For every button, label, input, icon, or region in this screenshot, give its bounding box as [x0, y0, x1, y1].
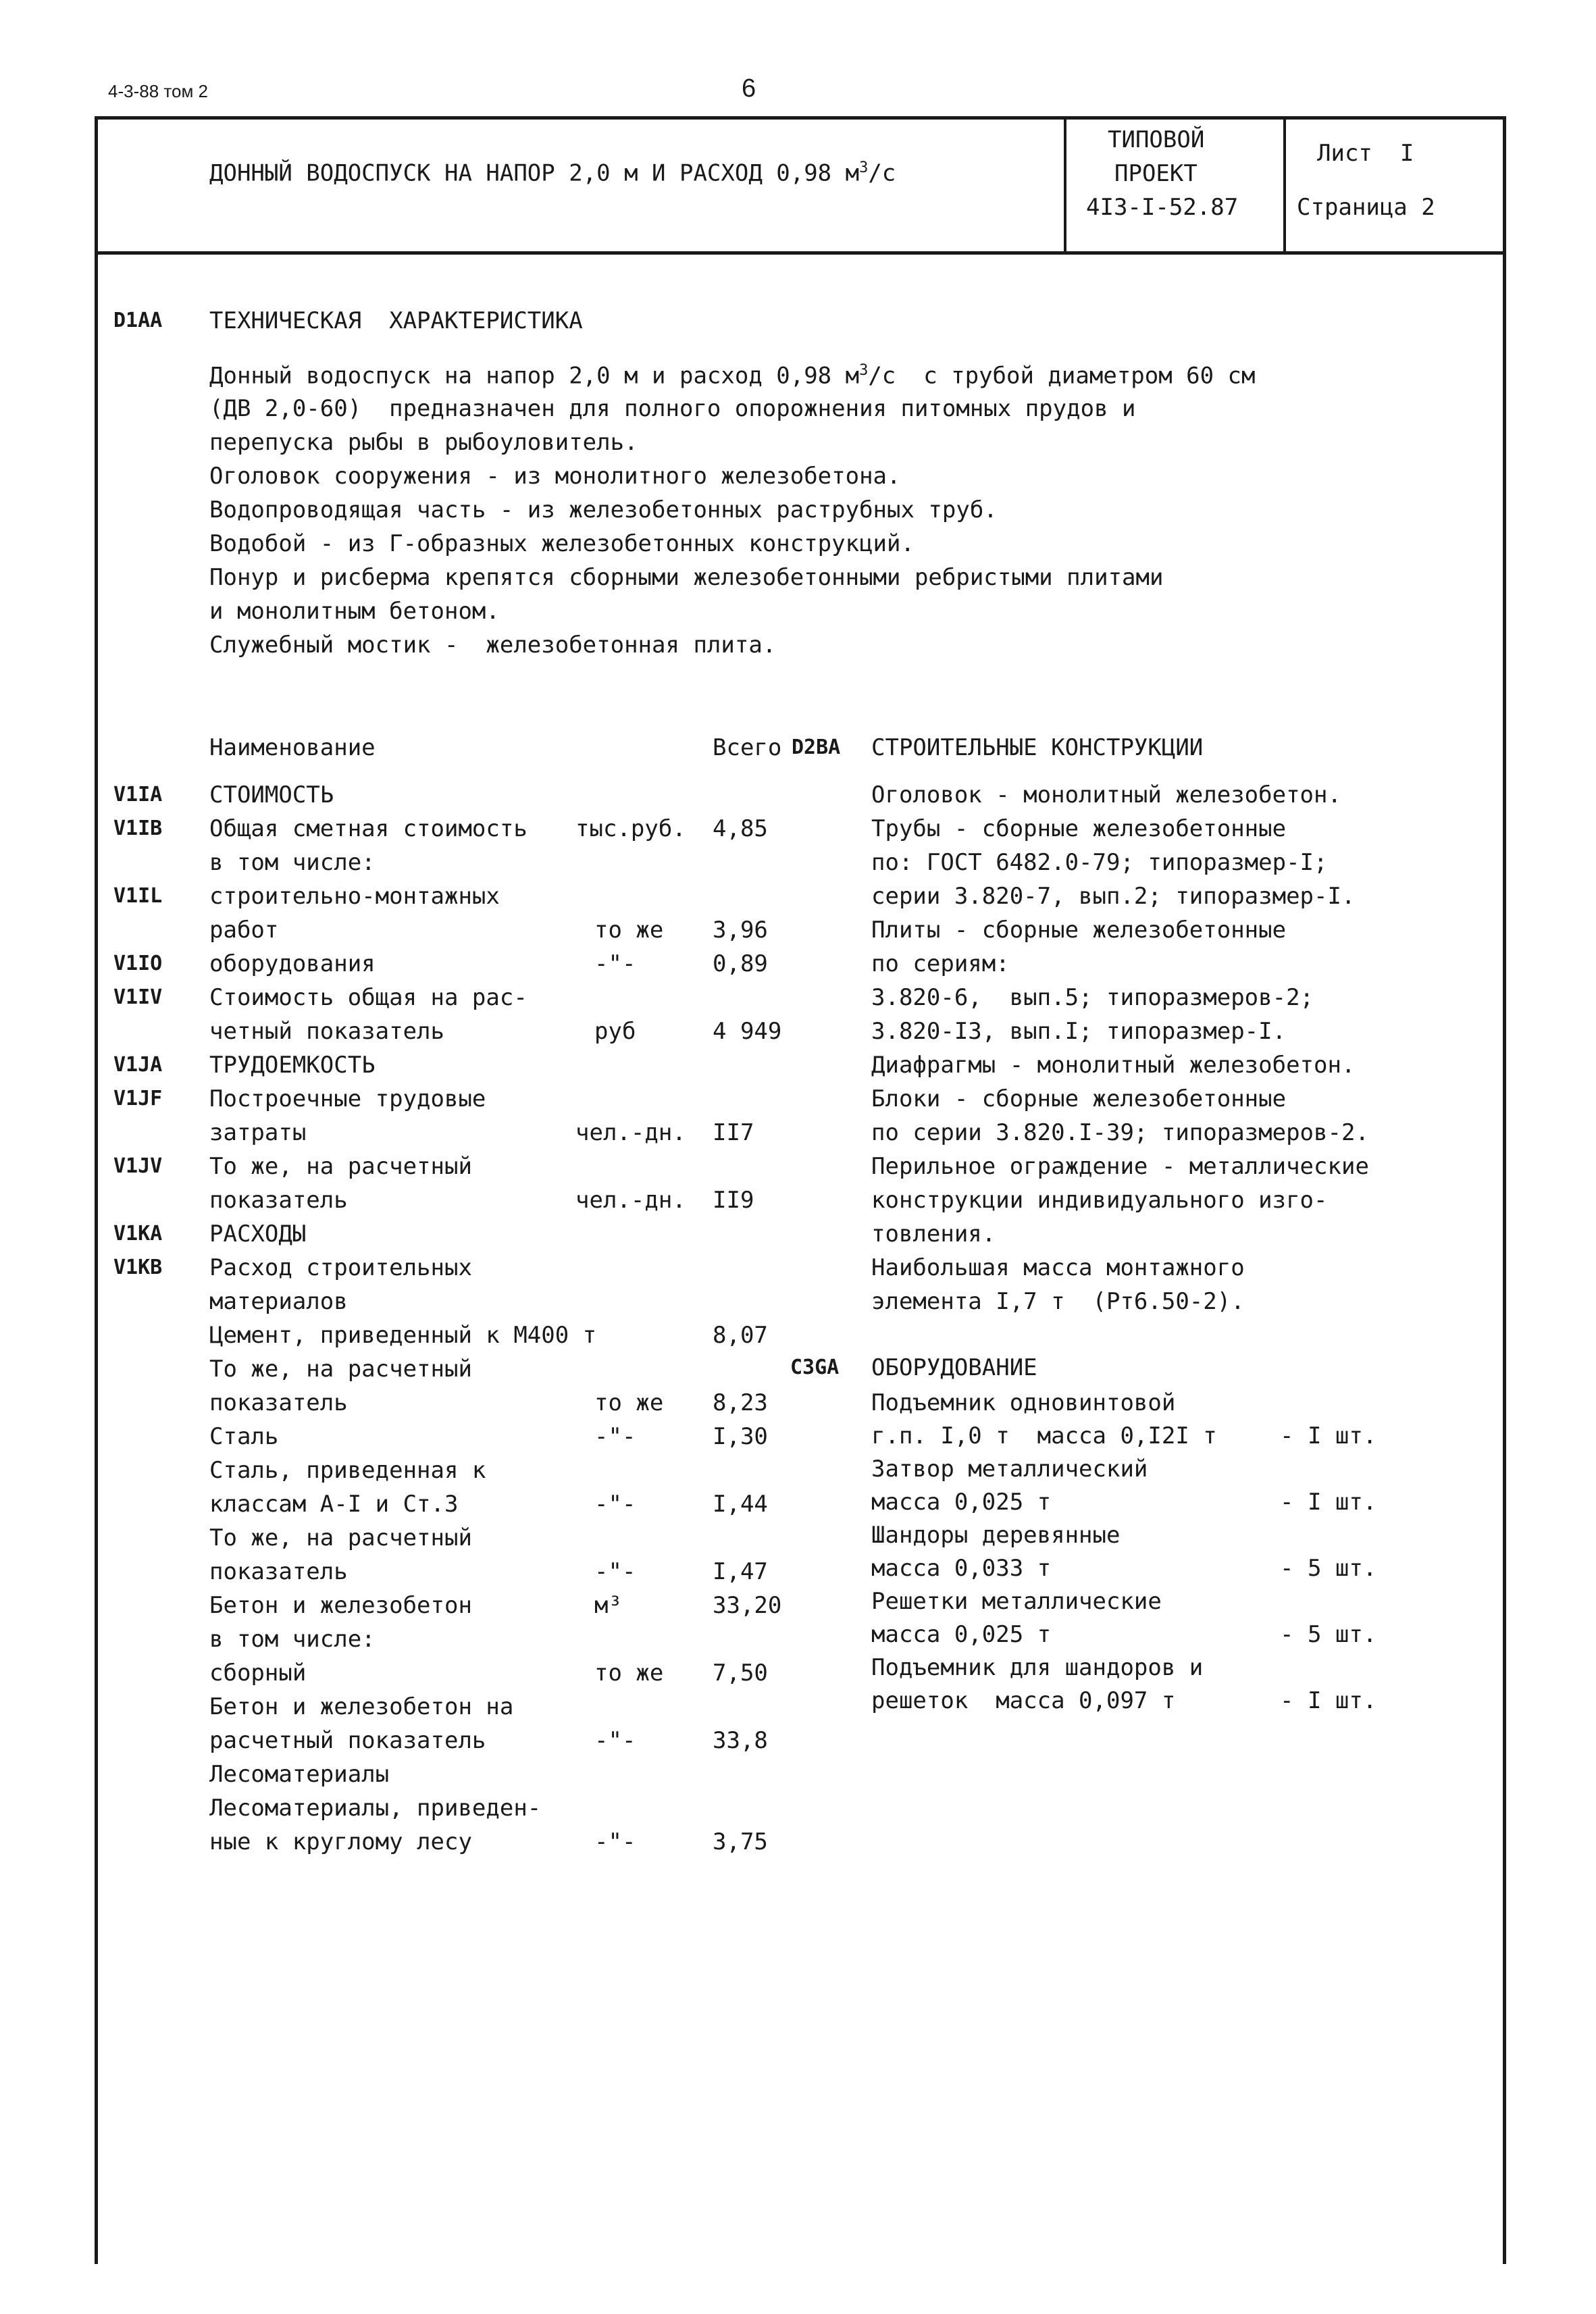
row-value: II7 — [713, 1119, 754, 1146]
equipment-quantity: - I шт. — [1280, 1422, 1377, 1449]
tech-line: Оголовок сооружения - из монолитного железобетона. — [209, 463, 901, 490]
row-value: 8,23 — [713, 1389, 768, 1416]
sheet-label: Лист I — [1317, 140, 1414, 167]
row-name: затраты — [209, 1119, 307, 1146]
page-label: Страница 2 — [1297, 194, 1435, 221]
row-code: V1JA — [113, 1053, 163, 1077]
tech-line: Водопроводящая часть - из железобетонных раструбных труб. — [209, 496, 998, 523]
row-unit: тыс.руб. — [575, 815, 686, 842]
row-name: в том числе: — [209, 1626, 376, 1653]
construction-line: Перильное ограждение - металлические — [871, 1153, 1369, 1180]
project-type-line-1: ТИПОВОЙ — [1108, 126, 1205, 153]
row-unit: то же — [594, 1660, 664, 1687]
row-unit: м³ — [594, 1592, 622, 1619]
row-unit: -"- — [594, 1558, 636, 1585]
equipment-text: масса 0,025 т — [871, 1489, 1052, 1516]
equipment-quantity: - 5 шт. — [1280, 1621, 1377, 1648]
row-name: Бетон и железобетон — [209, 1592, 472, 1619]
row-name: в том числе: — [209, 849, 376, 876]
row-unit: руб — [594, 1018, 636, 1045]
equipment-text: Подъемник для шандоров и — [871, 1654, 1204, 1681]
row-name: оборудования — [209, 950, 376, 977]
row-name: показатель — [209, 1558, 348, 1585]
project-type-line-2: ПРОЕКТ — [1114, 160, 1198, 187]
equipment-text: Решетки металлические — [871, 1588, 1162, 1615]
row-name: Расход строительных — [209, 1254, 472, 1281]
equipment-section-heading: ОБОРУДОВАНИЕ — [871, 1354, 1037, 1381]
row-name: То же, на расчетный — [209, 1356, 472, 1383]
construction-line: Блоки - сборные железобетонные — [871, 1085, 1287, 1112]
construction-line: конструкции индивидуального изго- — [871, 1187, 1328, 1214]
row-name: Бетон и железобетон на — [209, 1693, 514, 1720]
row-name: Построечные трудовые — [209, 1085, 486, 1112]
row-name: ные к круглому лесу — [209, 1828, 472, 1855]
row-value: 0,89 — [713, 950, 768, 977]
row-unit: чел.-дн. — [575, 1187, 686, 1214]
title-block-bottom-border — [95, 251, 1506, 255]
row-unit: -"- — [594, 1491, 636, 1518]
row-unit: -"- — [594, 1828, 636, 1855]
construction-line: серии 3.820-7, вып.2; типоразмер-I. — [871, 883, 1356, 910]
row-name: работ — [209, 917, 279, 944]
frame-left-border — [95, 116, 98, 2264]
row-name: показатель — [209, 1187, 348, 1214]
row-code: V1IV — [113, 985, 163, 1009]
construction-line: Наибольшая масса монтажного — [871, 1254, 1245, 1281]
title-block-divider-2 — [1283, 116, 1286, 253]
construction-line: Оголовок - монолитный железобетон. — [871, 781, 1341, 808]
row-name: четный показатель — [209, 1018, 444, 1045]
row-unit: -"- — [594, 950, 636, 977]
row-name: Стоимость общая на рас- — [209, 984, 527, 1011]
row-name: Сталь — [209, 1423, 279, 1450]
tech-line: Водобой - из Г-образных железобетонных конструкций. — [209, 530, 915, 557]
tech-line: и монолитным бетоном. — [209, 598, 500, 625]
row-code: V1KB — [113, 1256, 163, 1279]
row-name: материалов — [209, 1288, 348, 1315]
row-name: СТОИМОСТЬ — [209, 781, 334, 808]
row-value: 33,8 — [713, 1727, 768, 1754]
equipment-text: масса 0,033 т — [871, 1555, 1052, 1582]
tech-line-1: Донный водоспуск на напор 2,0 м и расход 0,98 $м^3/с$ с трубой диаметром 60 см — [209, 362, 1256, 390]
row-value: I,47 — [713, 1558, 768, 1585]
document-title: ДОННЫЙ ВОДОСПУСК НА НАПОР 2,0 м И РАСХОД 0,98 $м^3/с$ — [209, 159, 896, 187]
row-code: V1IA — [113, 783, 163, 806]
row-name: Цемент, приведенный к М400 т — [209, 1322, 597, 1349]
frame-top-border — [95, 116, 1506, 120]
row-name: Лесоматериалы, приведен- — [209, 1795, 542, 1822]
row-name: расчетный показатель — [209, 1727, 486, 1754]
equipment-text: г.п. I,0 т масса 0,I2I т — [871, 1422, 1217, 1449]
row-name: РАСХОДЫ — [209, 1220, 307, 1248]
row-name: классам А-I и Ст.3 — [209, 1491, 459, 1518]
tech-line: (ДВ 2,0-60) предназначен для полного опорожнения питомных прудов и — [209, 395, 1136, 422]
row-name: Сталь, приведенная к — [209, 1457, 486, 1484]
tech-section-code: D1AA — [113, 309, 163, 332]
page-number: 6 — [742, 74, 756, 103]
row-code: V1IB — [113, 817, 163, 840]
title-block-divider-1 — [1064, 116, 1066, 253]
construction-line: элемента I,7 т (Рт6.50-2). — [871, 1288, 1245, 1315]
row-name: строительно-монтажных — [209, 883, 500, 910]
total-column-header: Всего — [713, 734, 782, 761]
row-code: V1IL — [113, 884, 163, 908]
row-value: 4,85 — [713, 815, 768, 842]
row-value: 3,75 — [713, 1828, 768, 1855]
row-value: 4 949 — [713, 1018, 782, 1045]
equipment-quantity: - I шт. — [1280, 1489, 1377, 1516]
construction-line: товления. — [871, 1220, 996, 1248]
row-name: сборный — [209, 1660, 307, 1687]
row-name: То же, на расчетный — [209, 1153, 472, 1180]
row-unit: то же — [594, 917, 664, 944]
name-column-header: Наименование — [209, 734, 376, 761]
row-value: I,30 — [713, 1423, 768, 1450]
row-code: V1JF — [113, 1087, 163, 1110]
equipment-text: Шандоры деревянные — [871, 1522, 1121, 1549]
construction-line: по серии 3.820.I-39; типоразмеров-2. — [871, 1119, 1369, 1146]
equipment-text: решеток масса 0,097 т — [871, 1687, 1176, 1714]
row-unit: -"- — [594, 1423, 636, 1450]
equipment-text: Подъемник одновинтовой — [871, 1389, 1176, 1416]
frame-right-border — [1503, 116, 1506, 2264]
row-value: 3,96 — [713, 917, 768, 944]
tech-line: Служебный мостик - железобетонная плита. — [209, 632, 777, 659]
row-unit: то же — [594, 1389, 664, 1416]
construction-line: 3.820-I3, вып.I; типоразмер-I. — [871, 1018, 1287, 1045]
row-name: То же, на расчетный — [209, 1524, 472, 1551]
tech-section-heading: ТЕХНИЧЕСКАЯ ХАРАКТЕРИСТИКА — [209, 307, 583, 334]
row-value: 33,20 — [713, 1592, 782, 1619]
row-code: V1KA — [113, 1222, 163, 1245]
construction-line: 3.820-6, вып.5; типоразмеров-2; — [871, 984, 1314, 1011]
row-name: ТРУДОЕМКОСТЬ — [209, 1052, 376, 1079]
row-value: II9 — [713, 1187, 754, 1214]
construction-line: Плиты - сборные железобетонные — [871, 917, 1287, 944]
row-code: V1IO — [113, 952, 163, 975]
row-unit: чел.-дн. — [575, 1119, 686, 1146]
row-value: I,44 — [713, 1491, 768, 1518]
document-reference: 4-3-88 том 2 — [108, 81, 209, 101]
tech-line: Понур и рисберма крепятся сборными железобетонными ребристыми плитами — [209, 564, 1164, 591]
row-unit: -"- — [594, 1727, 636, 1754]
construction-line: по: ГОСТ 6482.0-79; типоразмер-I; — [871, 849, 1328, 876]
equipment-quantity: - I шт. — [1280, 1687, 1377, 1714]
row-value: 7,50 — [713, 1660, 768, 1687]
equipment-section-code: C3GA — [790, 1356, 840, 1379]
constructions-section-heading: СТРОИТЕЛЬНЫЕ КОНСТРУКЦИИ — [871, 734, 1204, 761]
row-name: показатель — [209, 1389, 348, 1416]
row-name: Лесоматериалы — [209, 1761, 390, 1788]
equipment-text: Затвор металлический — [871, 1456, 1148, 1483]
row-value: 8,07 — [713, 1322, 768, 1349]
row-code: V1JV — [113, 1154, 163, 1178]
construction-line: по сериям: — [871, 950, 1010, 977]
equipment-text: масса 0,025 т — [871, 1621, 1052, 1648]
tech-line: перепуска рыбы в рыбоуловитель. — [209, 429, 638, 456]
construction-line: Диафрагмы - монолитный железобетон. — [871, 1052, 1356, 1079]
equipment-quantity: - 5 шт. — [1280, 1555, 1377, 1582]
construction-line: Трубы - сборные железобетонные — [871, 815, 1287, 842]
row-name: Общая сметная стоимость — [209, 815, 527, 842]
constructions-section-code: D2BA — [792, 736, 841, 759]
project-code: 4I3-I-52.87 — [1086, 194, 1239, 221]
